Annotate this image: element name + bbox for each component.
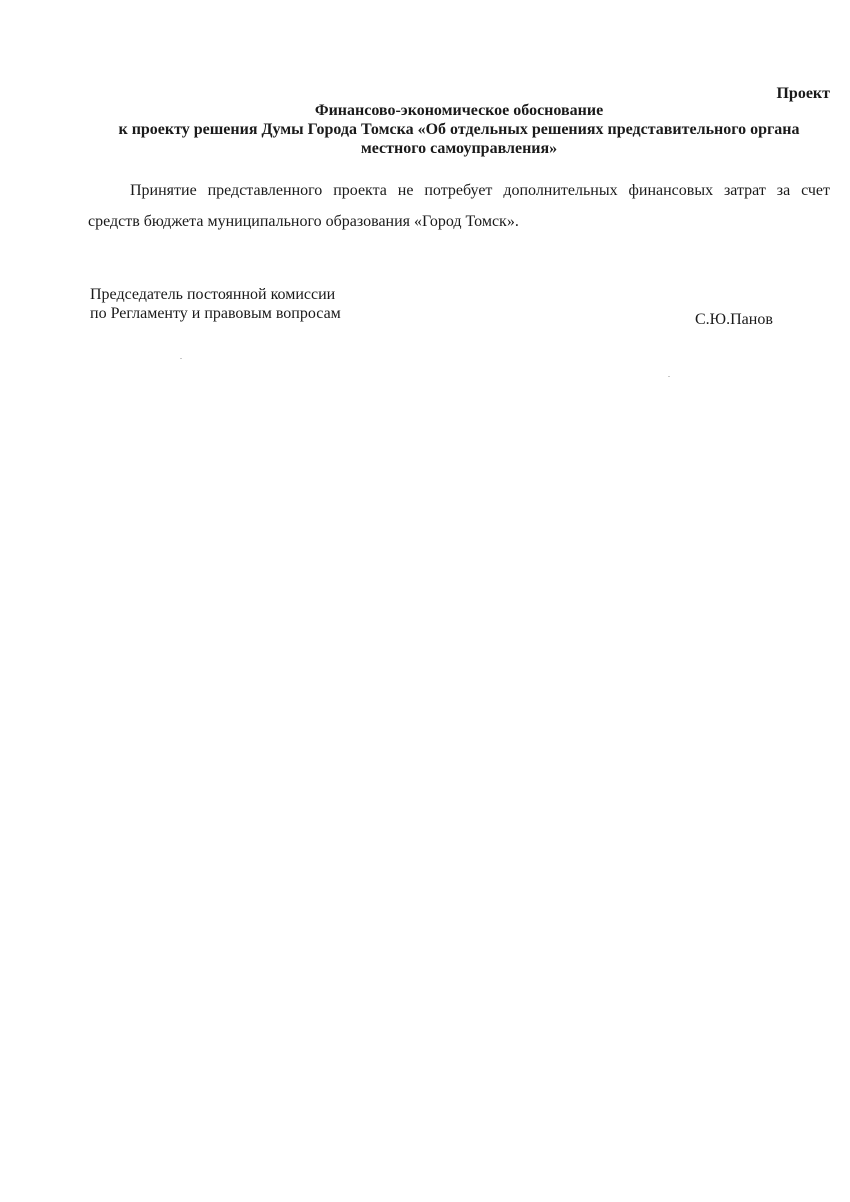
title-line-1: Финансово-экономическое обоснование bbox=[314, 102, 604, 119]
signature-position bbox=[90, 285, 341, 323]
signature-position-line-1: Председатель постоянной комиссии bbox=[90, 286, 336, 303]
scan-speck bbox=[180, 358, 182, 359]
document-title bbox=[86, 101, 832, 158]
signature-name: С.Ю.Панов bbox=[695, 311, 773, 328]
signature-position-line-2: по Регламенту и правовым вопросам bbox=[90, 305, 341, 322]
scan-speck bbox=[668, 376, 670, 377]
body-paragraph bbox=[88, 175, 830, 237]
title-line-3: местного самоуправления» bbox=[360, 140, 558, 157]
body-line-2: средств бюджета муниципального образования «Город Томск». bbox=[88, 213, 519, 230]
body-line-1: Принятие представленного проекта не потребует дополнительных финансовых затрат за счет bbox=[130, 182, 830, 199]
title-line-2: к проекту решения Думы Города Томска «Об отдельных решениях представительного органа bbox=[118, 121, 800, 138]
project-label: Проект bbox=[776, 85, 830, 102]
